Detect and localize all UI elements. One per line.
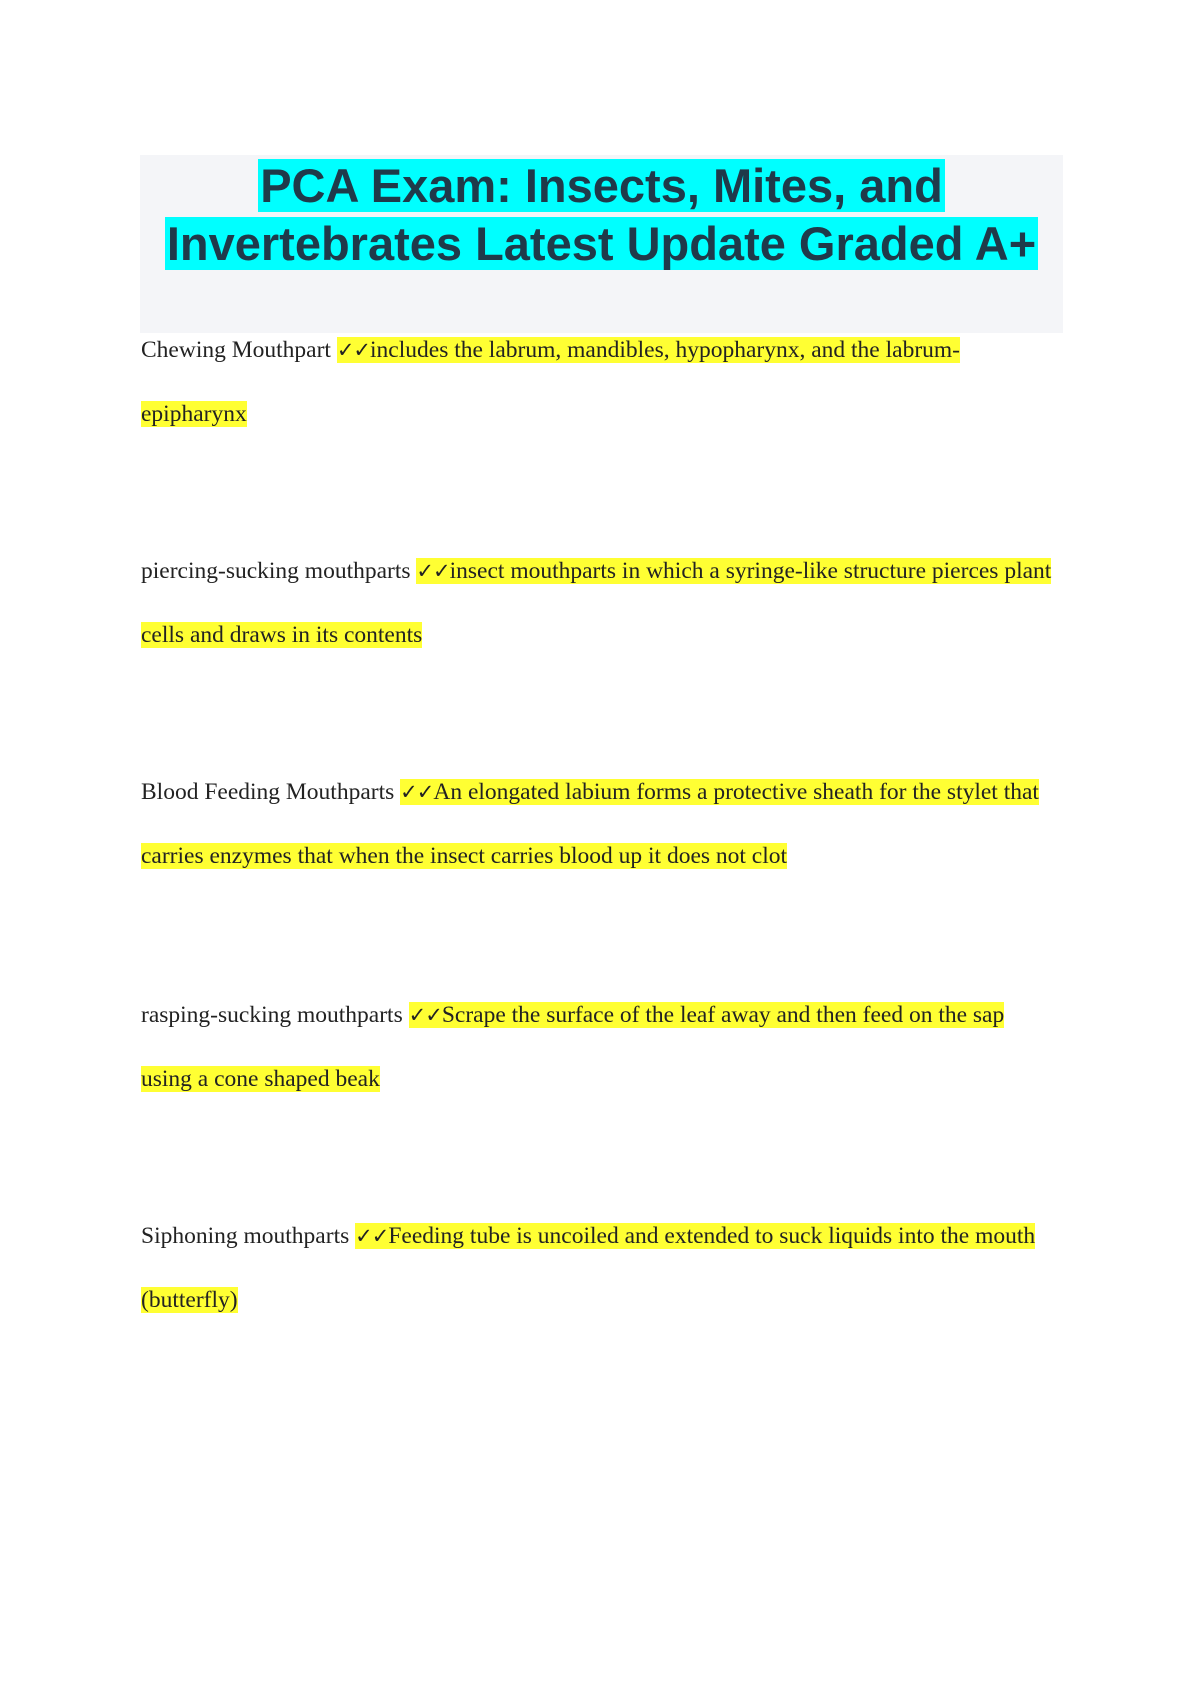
entry-definition: Scrape the surface of the leaf away and then feed on the sap using a cone shaped beak bbox=[141, 1002, 1005, 1092]
entry-term: piercing-sucking mouthparts bbox=[141, 558, 411, 584]
qa-entry-rasping-sucking bbox=[141, 983, 1061, 1111]
check-mark-icon: ✓✓ bbox=[355, 1224, 389, 1248]
title-banner bbox=[140, 155, 1063, 333]
entry-definition: An elongated labium forms a protective sheath for the stylet that carries enzymes that when the insect carries blood up it does not clot bbox=[141, 779, 1039, 869]
entry-term: rasping-sucking mouthparts bbox=[141, 1002, 403, 1028]
page-title-text: PCA Exam: Insects, Mites, and Invertebrates Latest Update Graded A+ bbox=[166, 159, 1037, 270]
check-mark-icon: ✓✓ bbox=[416, 559, 450, 583]
entry-term: Blood Feeding Mouthparts bbox=[141, 779, 395, 805]
entry-definition: Feeding tube is uncoiled and extended to suck liquids into the mouth (butterfly) bbox=[141, 1223, 1036, 1313]
check-mark-icon: ✓✓ bbox=[408, 1003, 442, 1027]
entry-definition: insect mouthparts in which a syringe-like structure pierces plant cells and draws in its contents bbox=[141, 558, 1052, 648]
check-mark-icon: ✓✓ bbox=[400, 780, 434, 804]
check-mark-icon: ✓✓ bbox=[336, 338, 371, 362]
page-title bbox=[140, 155, 1063, 273]
qa-entry-piercing-sucking bbox=[141, 539, 1061, 667]
qa-entry-siphoning bbox=[141, 1204, 1061, 1332]
entry-term: Chewing Mouthpart bbox=[141, 337, 331, 363]
entry-definition: includes the labrum, mandibles, hypopharynx, and the labrum-epipharynx bbox=[141, 337, 960, 427]
entry-term: Siphoning mouthparts bbox=[141, 1223, 350, 1249]
qa-entry-blood-feeding bbox=[141, 760, 1061, 888]
qa-entry-chewing bbox=[141, 318, 1061, 446]
